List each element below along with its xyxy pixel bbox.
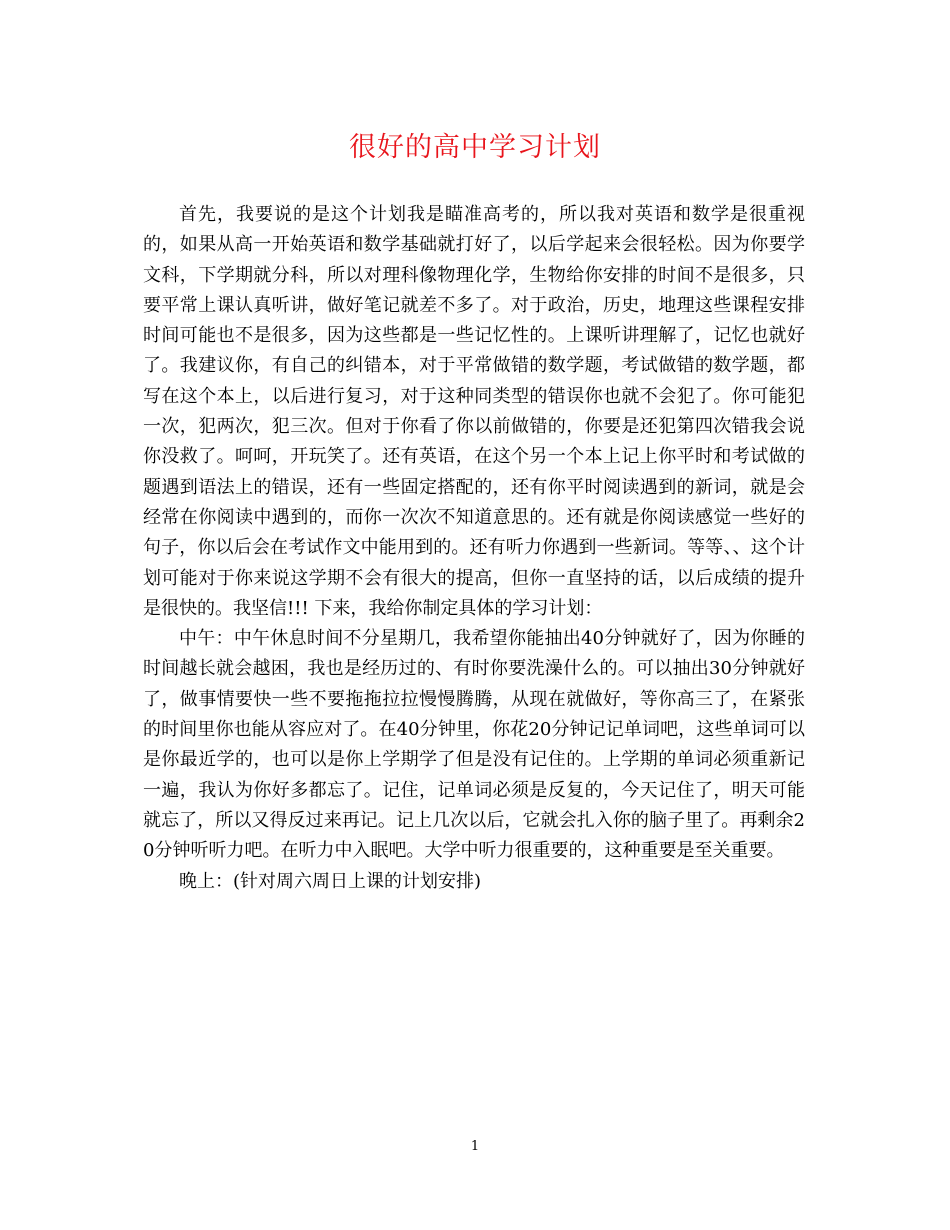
paragraph-intro: 首先，我要说的是这个计划我是瞄准高考的，所以我对英语和数学是很重视的，如果从高一开始英语和数学基础就打好了，以后学起来会很轻松。因为你要学文科，下学期就分科，所以对理科像物理化学，生物给你安排的时间不是很多，只要平常上课认真听讲，做好笔记就差不多了。对于政治，历史，地理这些课程安排时间可能也不是很多，因为这些都是一些记忆性的。上课听讲理解了，记忆也就好了。我建议你，有自己的纠错本，对于平常做错的数学题，考试做错的数学题，都写在这个本上，以后进行复习，对于这种同类型的错误你也就不会犯了。你可能犯一次，犯两次，犯三次。但对于你看了你以前做错的，你要是还犯第四次错我会说你没救了。呵呵，开玩笑了。还有英语，在这个另一个本上记上你平时和考试做的题遇到语法上的错误，还有一些固定搭配的，还有你平时阅读遇到的新词，就是会经常在你阅读中遇到的，而你一次次不知道意思的。还有就是你阅读感觉一些好的句子，你以后会在考试作文中能用到的。还有听力你遇到一些新词。等等、、这个计划可能对于你来说这学期不会有很大的提高，但你一直坚持的话，以后成绩的提升是很快的。我坚信!!! 下来，我给你制定具体的学习计划：: [143, 204, 805, 619]
document-title: 很好的高中学习计划: [349, 132, 601, 163]
paragraph-evening: 晚上：(针对周六周日上课的计划安排): [179, 870, 482, 892]
page-number: 1: [470, 1139, 480, 1154]
paragraph-noon: 中午：中午休息时间不分星期几，我希望你能抽出40分钟就好了，因为你睡的时间越长就会越困，我也是经历过的、有时你要洗澡什么的。可以抽出30分钟就好了，做事情要快一些不要拖拖拉拉慢慢腾腾，从现在就做好，等你高三了，在紧张的时间里你也能从容应对了。在40分钟里，你花20分钟记记单词吧，这些单词可以是你最近学的，也可以是你上学期学了但是没有记住的。上学期的单词必须重新记一遍，我认为你好多都忘了。记住，记单词必须是反复的，今天记住了，明天可能就忘了，所以又得反过来再记。记上几次以后，它就会扎入你的脑子里了。再剩余20分钟听听力吧。在听力中入眠吧。大学中听力很重要的，这种重要是至关重要。: [143, 628, 805, 862]
document-body: [143, 200, 805, 897]
